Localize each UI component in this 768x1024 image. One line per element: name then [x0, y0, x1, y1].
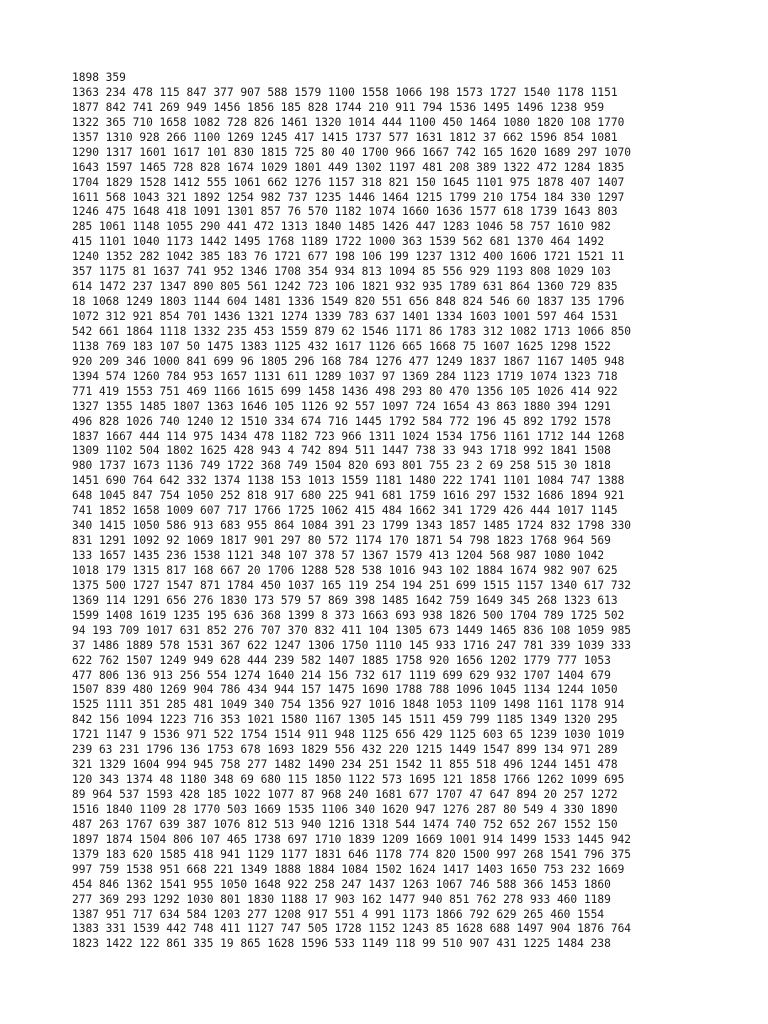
number-line: 622 762 1507 1249 949 628 444 239 582 1407 1885 1758 920 1656 1202 1779 777 1053	[72, 653, 611, 667]
number-line: 1379 183 620 1585 418 941 1129 1177 1831 646 1178 774 820 1500 997 268 1541 796 375	[72, 847, 632, 861]
number-line: 1072 312 921 854 701 1436 1321 1274 1339 783 637 1401 1334 1603 1001 597 464 1531	[72, 310, 618, 323]
number-line: 1507 839 480 1269 904 786 434 944 157 1475 1690 1788 788 1096 1045 1134 1244 1050	[72, 683, 618, 697]
number-line: 94 193 709 1017 631 852 276 707 370 832 411 104 1305 673 1449 1465 836 108 1059 985	[72, 623, 632, 637]
number-line: 340 1415 1050 586 913 683 955 864 1084 391 23 1799 1343 1857 1485 1724 832 1798 330	[72, 519, 632, 533]
number-line: 842 156 1094 1223 716 353 1021 1580 1167 1305 145 1511 459 799 1185 1349 1320 295	[72, 713, 618, 727]
number-line: 1018 179 1315 817 168 667 20 1706 1288 528 538 1016 943 102 1884 1674 982 907 625	[72, 563, 618, 577]
number-line: 1897 1874 1504 806 107 465 1738 697 1710 1839 1209 1669 1001 914 1499 1533 1445 942	[72, 832, 632, 846]
number-line: 1394 574 1260 784 953 1657 1131 611 1289 1037 97 1369 284 1123 1719 1074 1323 718	[72, 369, 618, 383]
number-line: 1704 1829 1528 1412 555 1061 662 1276 1157 318 821 150 1645 1101 975 1878 407 1407	[72, 175, 625, 189]
number-line: 1599 1408 1619 1235 195 636 368 1399 8 373 1663 693 938 1826 500 1704 789 1725 502	[72, 608, 625, 622]
number-line: 1363 234 478 115 847 377 907 588 1579 1100 1558 1066 198 1573 1727 1540 1178 1151	[72, 85, 618, 99]
number-line: 1387 951 717 634 584 1203 277 1208 917 551 4 991 1173 1866 792 629 265 460 1554	[72, 907, 605, 921]
number-line: 18 1068 1249 1803 1144 604 1481 1336 1549 820 551 656 848 824 546 60 1837 135 1796	[72, 295, 625, 309]
number-line: 1138 769 183 107 50 1475 1383 1125 432 1617 1126 665 1668 75 1607 1625 1298 1522	[72, 339, 611, 353]
number-line: 357 1175 81 1637 741 952 1346 1708 354 934 813 1094 85 556 929 1193 808 1029 103	[72, 265, 611, 279]
number-line: 321 1329 1604 994 945 758 277 1482 1490 234 251 1542 11 855 518 496 1244 1451 478	[72, 758, 618, 772]
number-line: 1246 475 1648 418 1091 1301 857 76 570 1182 1074 1660 1636 1577 618 1739 1643 803	[72, 205, 618, 219]
number-line: 771 419 1553 751 469 1166 1615 699 1458 1436 498 293 80 470 1356 105 1026 414 922	[72, 384, 618, 398]
number-line: 133 1657 1435 236 1538 1121 348 107 378 57 1367 1579 413 1204 568 987 1080 1042	[72, 549, 605, 562]
number-line: 487 263 1767 639 387 1076 812 513 940 1216 1318 544 1474 740 752 652 267 1552 150	[72, 817, 618, 831]
number-line: 997 759 1538 951 668 221 1349 1888 1884 1084 1502 1624 1417 1403 1650 753 232 1669	[72, 862, 625, 876]
number-line: 920 209 346 1000 841 699 96 1805 296 168 784 1276 477 1249 1837 1867 1167 1405 948	[72, 354, 625, 368]
number-line: 1877 842 741 269 949 1456 1856 185 828 1744 210 911 794 1536 1495 1496 1238 959	[72, 100, 605, 114]
number-list	[72, 71, 631, 952]
number-line: 614 1472 237 1347 890 805 561 1242 723 106 1821 932 935 1789 631 864 1360 729 835	[72, 280, 618, 294]
number-line: 1375 500 1727 1547 871 1784 450 1037 165 119 254 194 251 699 1515 1157 1340 617 732	[72, 578, 632, 592]
number-line: 1383 331 1539 442 748 411 1127 747 505 1728 1152 1243 85 1628 688 1497 904 1876 764	[72, 922, 632, 936]
number-line: 980 1737 1673 1136 749 1722 368 749 1504 820 693 801 755 23 2 69 258 515 30 1818	[72, 459, 611, 473]
number-line: 239 63 231 1796 136 1753 678 1693 1829 556 432 220 1215 1449 1547 899 134 971 289	[72, 743, 618, 757]
number-line: 1643 1597 1465 728 828 1674 1029 1801 449 1302 1197 481 208 389 1322 472 1284 1835	[72, 160, 625, 174]
number-line: 89 964 537 1593 428 185 1022 1077 87 968 240 1681 677 1707 47 647 894 20 257 1272	[72, 788, 618, 801]
number-line: 120 343 1374 48 1180 348 69 680 115 1850 1122 573 1695 121 1858 1766 1262 1099 695	[72, 773, 625, 787]
number-line: 648 1045 847 754 1050 252 818 917 680 225 941 681 1759 1616 297 1532 1686 1894 921	[72, 489, 625, 503]
number-line: 277 369 293 1292 1030 801 1830 1188 17 903 162 1477 940 851 762 278 933 460 1189	[72, 892, 611, 906]
number-line: 477 806 136 913 256 554 1274 1640 214 156 732 617 1119 699 629 932 1707 1404 679	[72, 668, 611, 682]
number-line: 496 828 1026 740 1240 12 1510 334 674 716 1445 1792 584 772 196 45 892 1792 1578	[72, 414, 611, 428]
number-line: 454 846 1362 1541 955 1050 1648 922 258 247 1437 1263 1067 746 588 366 1453 1860	[72, 877, 611, 891]
number-line: 1611 568 1043 321 1892 1254 982 737 1235 1446 1464 1215 1799 210 1754 184 330 1297	[72, 190, 625, 204]
number-line: 542 661 1864 1118 1332 235 453 1559 879 62 1546 1171 86 1783 312 1082 1713 1066 850	[72, 324, 632, 338]
number-line: 1357 1310 928 266 1100 1269 1245 417 1415 1737 577 1631 1812 37 662 1596 854 1081	[72, 130, 618, 144]
number-line: 1290 1317 1601 1617 101 830 1815 725 80 40 1700 966 1667 742 165 1620 1689 297 1070	[72, 145, 632, 159]
number-line: 1516 1840 1109 28 1770 503 1669 1535 1106 340 1620 947 1276 287 80 549 4 330 1890	[72, 802, 618, 816]
number-line: 1823 1422 122 861 335 19 865 1628 1596 533 1149 118 99 510 907 431 1225 1484 238	[72, 937, 611, 951]
number-line: 741 1852 1658 1009 607 717 1766 1725 1062 415 484 1662 341 1729 426 444 1017 1145	[72, 504, 618, 518]
number-line: 1721 1147 9 1536 971 522 1754 1514 911 948 1125 656 429 1125 603 65 1239 1030 1019	[72, 728, 625, 742]
number-line: 415 1101 1040 1173 1442 1495 1768 1189 1722 1000 363 1539 562 681 1370 464 1492	[72, 235, 605, 249]
number-line: 1327 1355 1485 1807 1363 1646 105 1126 92 557 1097 724 1654 43 863 1880 394 1291	[72, 399, 611, 413]
number-line: 1898 359	[72, 71, 126, 84]
number-line: 1309 1102 504 1802 1625 428 943 4 742 894 511 1447 738 33 943 1718 992 1841 1508	[72, 444, 611, 458]
number-line: 831 1291 1092 92 1069 1817 901 297 80 572 1174 170 1871 54 798 1823 1768 964 569	[72, 534, 611, 548]
number-line: 1837 1667 444 114 975 1434 478 1182 723 966 1311 1024 1534 1756 1161 1712 144 1268	[72, 429, 625, 443]
number-line: 1322 365 710 1658 1082 728 826 1461 1320 1014 444 1100 450 1464 1080 1820 108 1770	[72, 115, 625, 129]
number-line: 1525 1111 351 285 481 1049 340 754 1356 927 1016 1848 1053 1109 1498 1161 1178 914	[72, 698, 625, 712]
number-line: 1240 1352 282 1042 385 183 76 1721 677 198 106 199 1237 1312 400 1606 1721 1521 11	[72, 250, 625, 264]
number-line: 1369 114 1291 656 276 1830 173 579 57 869 398 1485 1642 759 1649 345 268 1323 613	[72, 593, 618, 607]
number-line: 37 1486 1889 578 1531 367 622 1247 1306 1750 1110 145 933 1716 247 781 339 1039 333	[72, 638, 632, 652]
number-line: 1451 690 764 642 332 1374 1138 153 1013 1559 1181 1480 222 1741 1101 1084 747 1388	[72, 474, 625, 488]
number-line: 285 1061 1148 1055 290 441 472 1313 1840 1485 1426 447 1283 1046 58 757 1610 982	[72, 220, 611, 234]
